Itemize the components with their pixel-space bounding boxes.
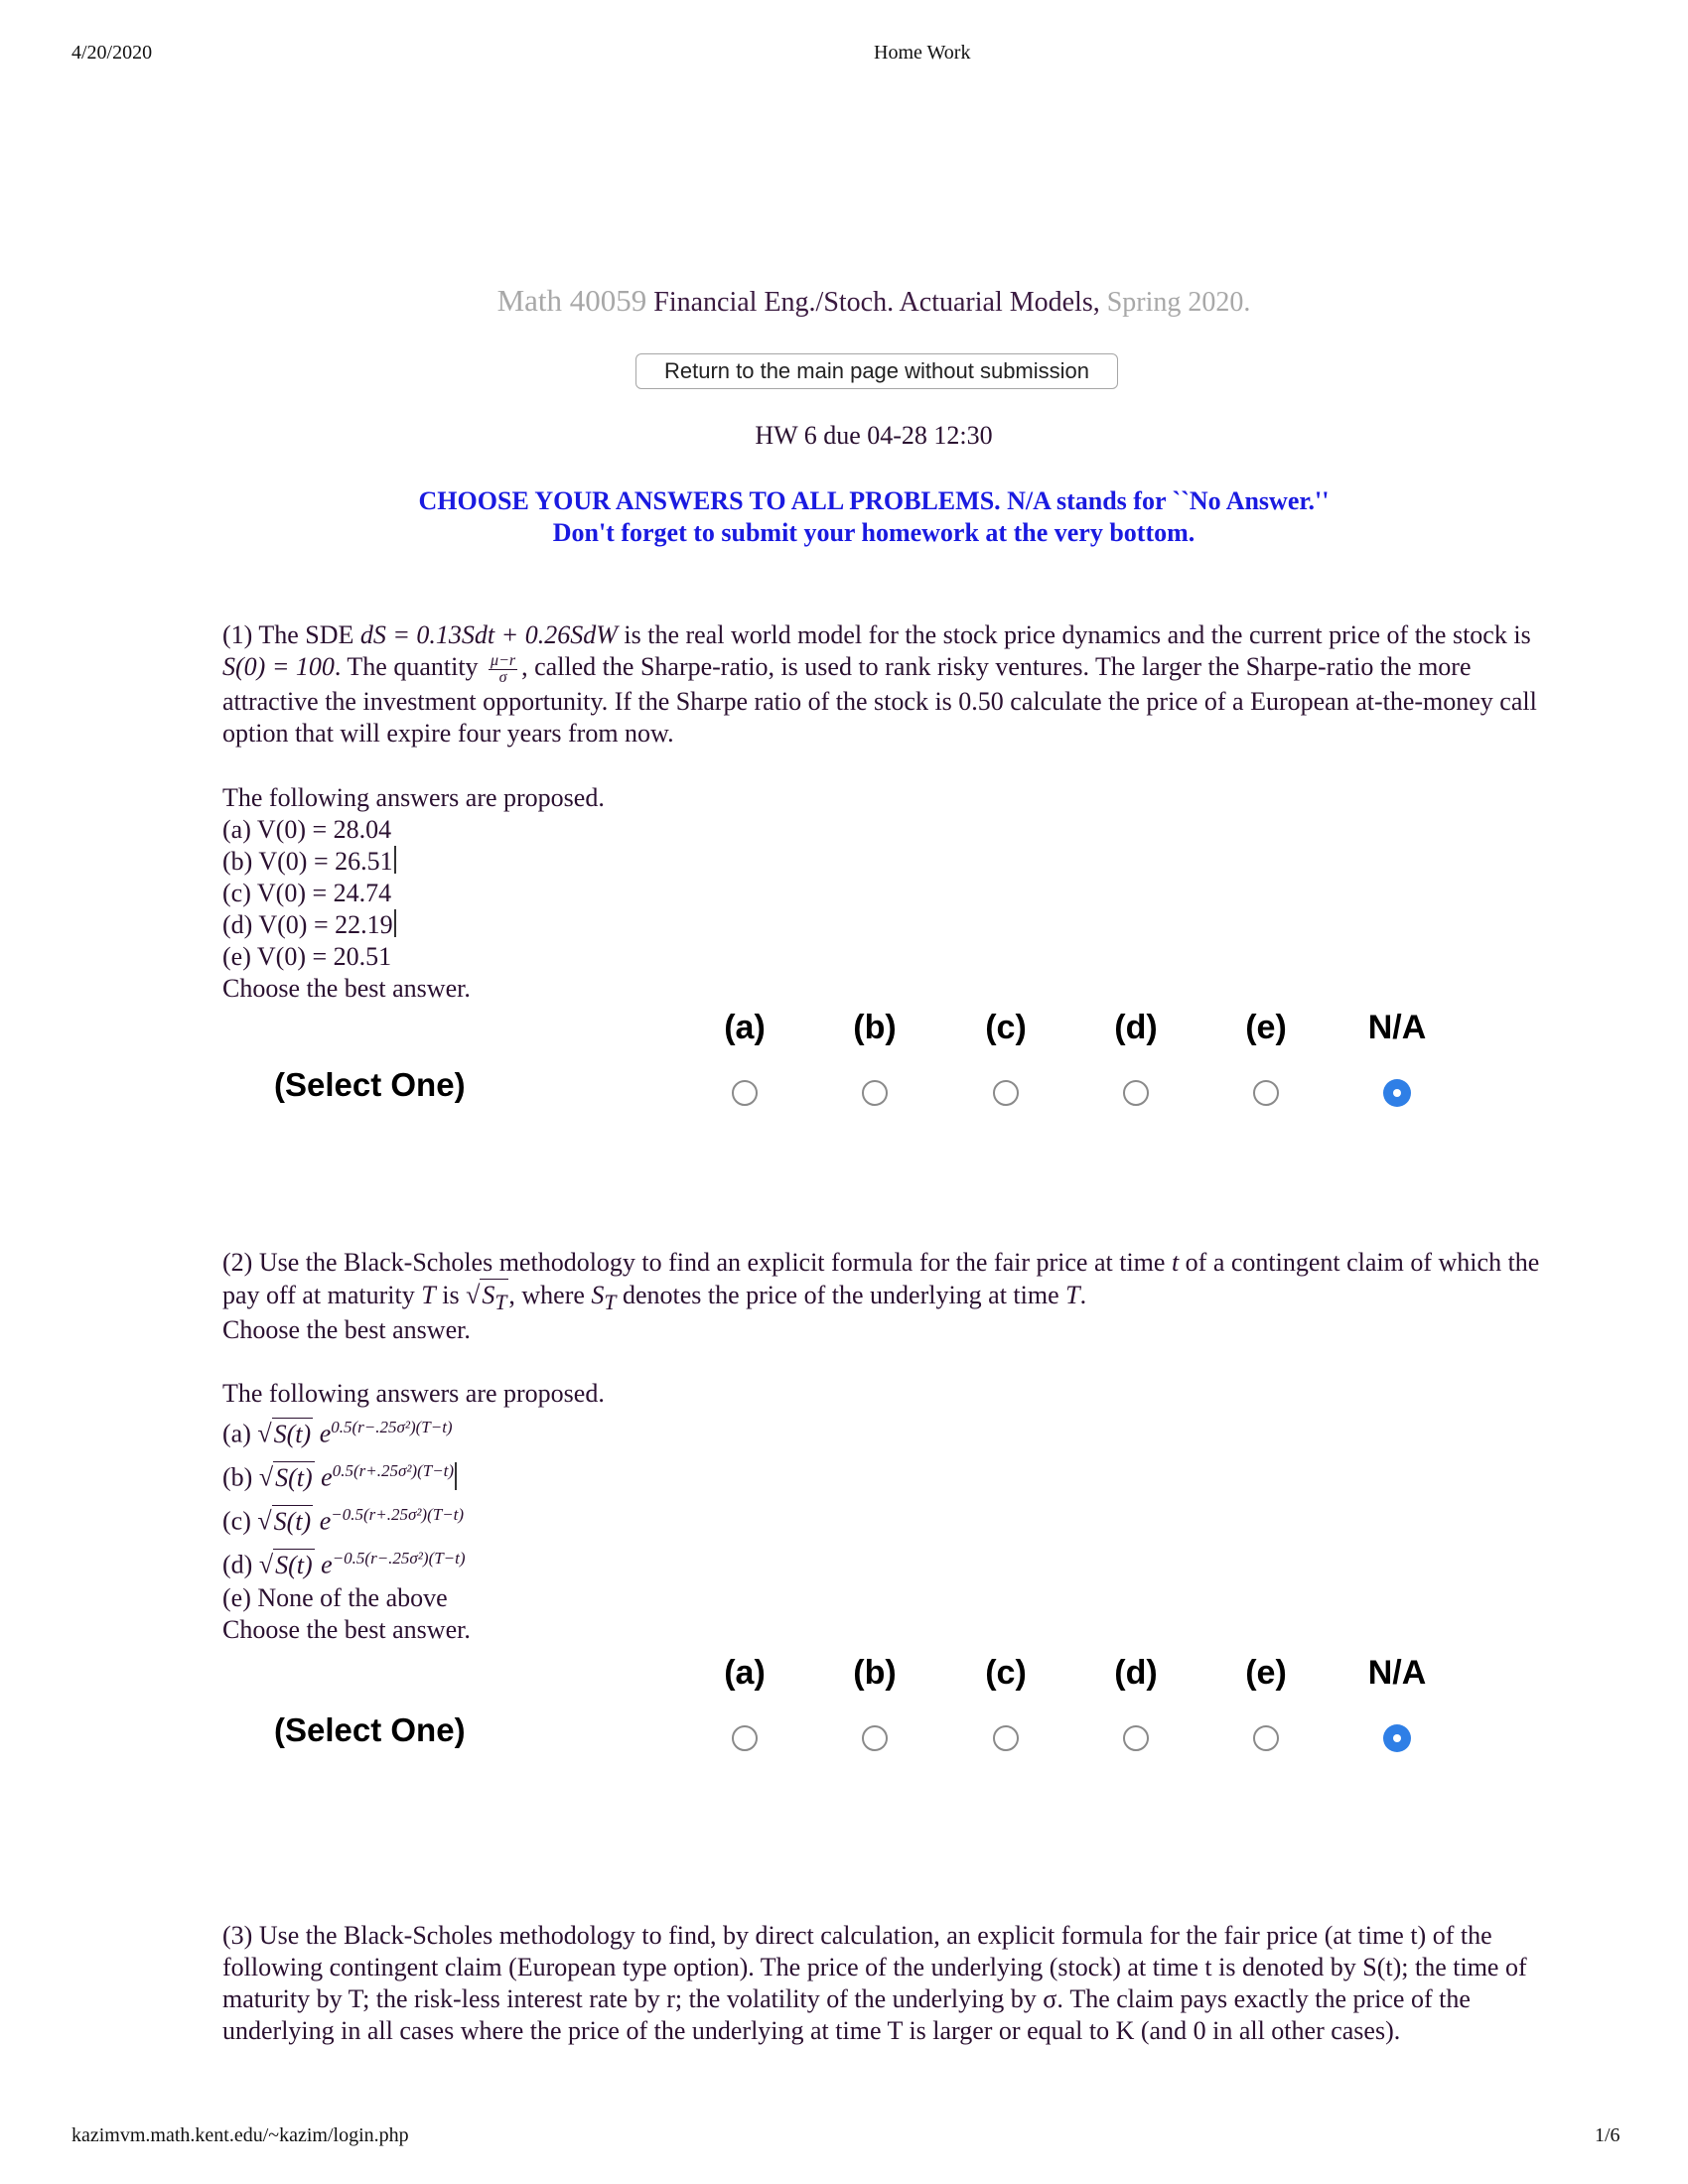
p2-answer-c: (c) √S(t) $e^{-0.5(r+.25\sigma^2)(T-t)}$ bbox=[222, 1505, 465, 1536]
p1-answer-d-text: (d) V(0) = 22.19 bbox=[222, 910, 393, 939]
p1-s0: S(0) = 100 bbox=[222, 652, 335, 681]
p1-text-2: is the real world model for the stock price dynamics and the current price of the stock is bbox=[624, 620, 1531, 649]
sharpe-denominator: σ bbox=[498, 668, 507, 686]
p2-text-6: . bbox=[1079, 1281, 1087, 1309]
q1-header-b: (b) bbox=[853, 1009, 897, 1046]
text-cursor bbox=[455, 1462, 457, 1490]
text-cursor bbox=[394, 846, 396, 874]
p2-st-sub: T bbox=[604, 1291, 617, 1315]
notice-line-1: CHOOSE YOUR ANSWERS TO ALL PROBLEMS. N/A stands for ``No Answer.'' bbox=[418, 486, 1330, 515]
p2-answer-d-exp: −0.5(r−.25σ²)(T−t) bbox=[332, 1549, 466, 1568]
p2-answer-b-root: S(t) bbox=[275, 1462, 313, 1492]
p2-text-5: denotes the price of the underlying at time bbox=[622, 1281, 1059, 1309]
problem-1-statement bbox=[222, 619, 1543, 750]
q2-radio-b[interactable] bbox=[862, 1725, 888, 1751]
q2-header-d: (d) bbox=[1114, 1654, 1158, 1692]
p2-answer-a-e: e bbox=[319, 1419, 332, 1448]
p2-text-3: is bbox=[442, 1281, 460, 1309]
p2-st bbox=[591, 1281, 617, 1315]
p2-answer-c-e: e bbox=[319, 1506, 332, 1536]
p2-answer-e: (e) None of the above bbox=[222, 1583, 448, 1612]
p2-choose-top: Choose the best answer. bbox=[222, 1315, 471, 1344]
q2-header-na: N/A bbox=[1367, 1654, 1427, 1692]
q2-radio-c[interactable] bbox=[993, 1725, 1019, 1751]
p2-answer-c-exp: −0.5(r+.25σ²)(T−t) bbox=[331, 1505, 465, 1524]
p2-answer-d: (d) √S(t) $e^{-0.5(r-.25\sigma^2)(T-t)}$ bbox=[222, 1549, 466, 1579]
q1-select-one-label: (Select One) bbox=[274, 1066, 466, 1103]
p2-text-1: (2) Use the Black-Scholes methodology to find an explicit formula for the fair price at time bbox=[222, 1248, 1166, 1277]
hw-title: HW 6 due 04-28 12:30 bbox=[755, 421, 993, 450]
course-name: Financial Eng./Stoch. Actuarial Models, bbox=[653, 287, 1100, 318]
p2-answer-b-e: e bbox=[321, 1462, 333, 1492]
p1-text-3: . The quantity bbox=[334, 652, 479, 681]
q1-header-c: (c) bbox=[985, 1009, 1027, 1046]
p2-answer-d-root: S(t) bbox=[275, 1550, 313, 1579]
p2-answer-c-root: S(t) bbox=[273, 1506, 312, 1536]
q2-select-one-label: (Select One) bbox=[274, 1711, 466, 1748]
q2-header-a: (a) bbox=[724, 1654, 766, 1692]
p1-answer-b bbox=[222, 846, 396, 878]
problem-2-statement bbox=[222, 1247, 1543, 1318]
p1-answer-a: (a) V(0) = 28.04 bbox=[222, 815, 392, 844]
q1-radio-b[interactable] bbox=[862, 1080, 888, 1106]
course-title bbox=[0, 283, 1688, 319]
print-date: 4/20/2020 bbox=[71, 42, 153, 64]
q1-header-na: N/A bbox=[1367, 1009, 1427, 1046]
p2-sqrt: $√S_T$ bbox=[466, 1281, 508, 1309]
p2-T: T bbox=[421, 1281, 436, 1309]
p1-proposed: The following answers are proposed. bbox=[222, 783, 605, 812]
p2-answer-a-root: S(t) bbox=[273, 1419, 312, 1448]
q2-radio-e[interactable] bbox=[1253, 1725, 1279, 1751]
footer-page-number: 1/6 bbox=[1595, 2124, 1620, 2146]
p1-answer-d bbox=[222, 909, 396, 941]
q2-header-e: (e) bbox=[1245, 1654, 1287, 1692]
p2-text-2: of a contingent claim of which the pay off at maturity bbox=[222, 1248, 1540, 1309]
q2-radio-na[interactable] bbox=[1384, 1725, 1410, 1751]
p2-answer-d-e: e bbox=[321, 1550, 333, 1579]
p2-T-2: T bbox=[1065, 1281, 1080, 1309]
p2-answer-b: (b) √S(t) $e^{0.5(r+.25\sigma^2)(T-t)}$ bbox=[222, 1455, 457, 1494]
p2-answer-a: (a) √S(t) $e^{0.5(r-.25\sigma^2)(T-t)}$ bbox=[222, 1418, 453, 1448]
p2-answer-b-label: (b) bbox=[222, 1462, 253, 1492]
return-button[interactable]: Return to the main page without submission bbox=[635, 353, 1118, 389]
p2-answer-a-label: (a) bbox=[222, 1419, 251, 1448]
print-title: Home Work bbox=[874, 42, 971, 64]
p1-text-4: , called the Sharpe-ratio, is used to rank risky ventures. The larger the Sharpe-ratio the more attractive the investment opportunity. If the Sharpe ratio of the stock is 0.50 calculate the price of a European at-the-money call option that will expire four years from now. bbox=[222, 652, 1537, 748]
p2-answer-d-label: (d) bbox=[222, 1550, 253, 1579]
q1-header-a: (a) bbox=[724, 1009, 766, 1046]
p2-sqrt-s: S bbox=[482, 1281, 495, 1309]
p2-st-s: S bbox=[591, 1281, 605, 1309]
q1-radio-d[interactable] bbox=[1123, 1080, 1149, 1106]
q1-radio-na[interactable] bbox=[1384, 1080, 1410, 1106]
p2-answer-b-exp: 0.5(r+.25σ²)(T−t) bbox=[332, 1461, 455, 1480]
q1-radio-c[interactable] bbox=[993, 1080, 1019, 1106]
q2-header-b: (b) bbox=[853, 1654, 897, 1692]
text-cursor bbox=[394, 909, 396, 937]
q1-header-e: (e) bbox=[1245, 1009, 1287, 1046]
q2-radio-a[interactable] bbox=[732, 1725, 758, 1751]
q1-radio-a[interactable] bbox=[732, 1080, 758, 1106]
q1-header-d: (d) bbox=[1114, 1009, 1158, 1046]
course-code: Math 40059 bbox=[496, 283, 647, 318]
q1-radio-e[interactable] bbox=[1253, 1080, 1279, 1106]
p2-proposed: The following answers are proposed. bbox=[222, 1379, 605, 1408]
p1-choose: Choose the best answer. bbox=[222, 974, 471, 1003]
q2-radio-d[interactable] bbox=[1123, 1725, 1149, 1751]
p2-sqrt-sub: T bbox=[494, 1291, 507, 1315]
p1-text-1: (1) The SDE bbox=[222, 620, 354, 649]
notice-line-2: Don't forget to submit your homework at the very bottom. bbox=[552, 518, 1196, 547]
p2-answer-a-exp: 0.5(r−.25σ²)(T−t) bbox=[331, 1418, 453, 1436]
p2-text-4: , where bbox=[508, 1281, 585, 1309]
p2-choose: Choose the best answer. bbox=[222, 1615, 471, 1644]
sharpe-numerator: μ−r bbox=[491, 651, 516, 669]
p1-answer-c: (c) V(0) = 24.74 bbox=[222, 879, 392, 907]
p2-t: t bbox=[1171, 1248, 1180, 1277]
p1-answer-b-text: (b) V(0) = 26.51 bbox=[222, 847, 393, 876]
sharpe-fraction bbox=[489, 653, 517, 686]
footer-url: kazimvm.math.kent.edu/~kazim/login.php bbox=[71, 2124, 409, 2146]
q2-header-c: (c) bbox=[985, 1654, 1027, 1692]
p1-answer-e: (e) V(0) = 20.51 bbox=[222, 942, 392, 971]
problem-3-statement: (3) Use the Black-Scholes methodology to find, by direct calculation, an explicit formula for the fair price (at time t) of the following contingent claim (European type option). The price of the underlying (stock) at time t is denoted by S(t); the time of maturity by T; the risk-less interest rate by r; the volatility of the underlying by σ. The claim pays exactly the price of the underlying in all cases where the price of the underlying at time T is larger or equal to K (and 0 in all other cases). bbox=[222, 1921, 1527, 2045]
p1-sde: dS = 0.13Sdt + 0.26SdW bbox=[359, 620, 618, 649]
course-term: Spring 2020. bbox=[1106, 287, 1251, 318]
p2-answer-c-label: (c) bbox=[222, 1506, 251, 1536]
